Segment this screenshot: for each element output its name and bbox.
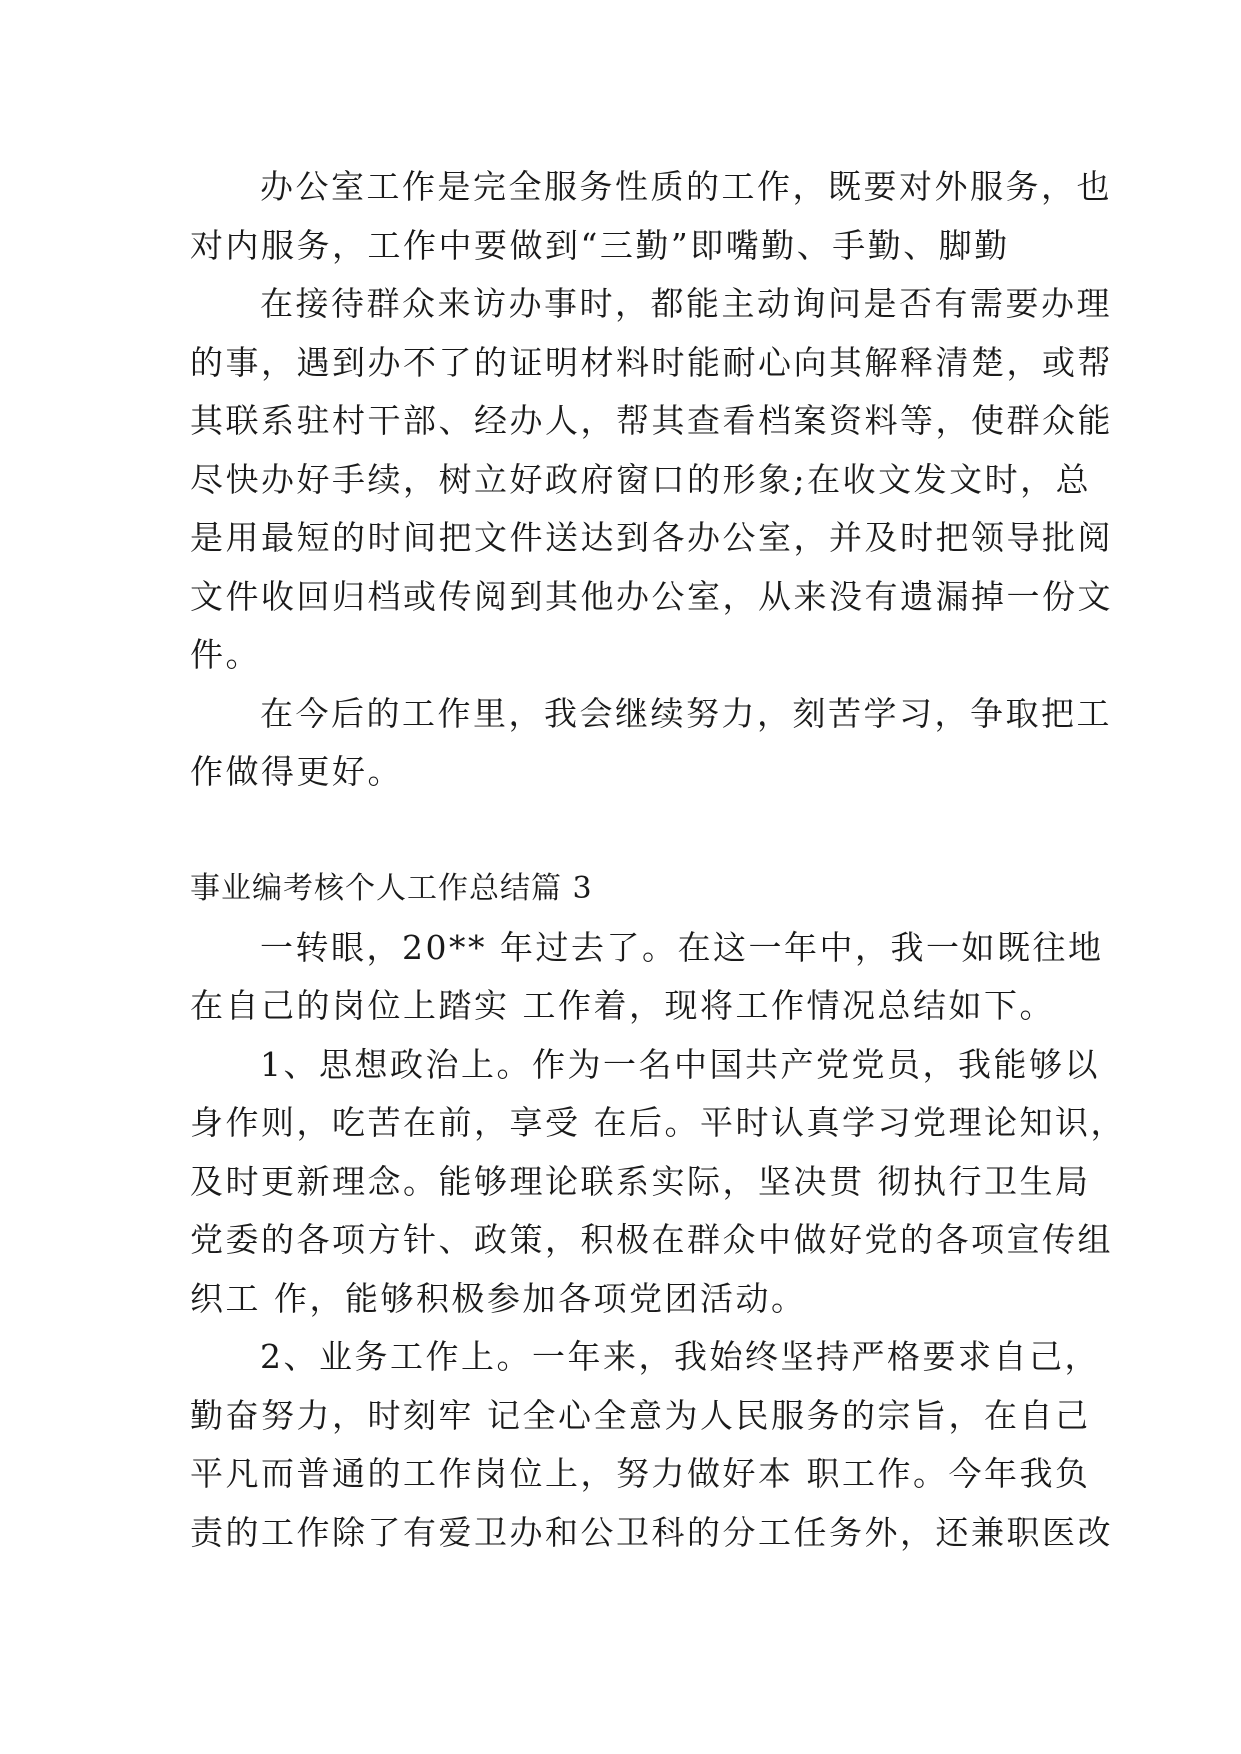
text-line: 及时更新理念。能够理论联系实际，坚决贯 彻执行卫生局 <box>190 1161 1091 1201</box>
text-line: 身作则，吃苦在前，享受 在后。平时认真学习党理论知识， <box>190 1103 1126 1142</box>
text-line: 2、业务工作上。一年来，我始终坚持严格要求自己， <box>260 1337 1100 1376</box>
text-line: 的事，遇到办不了的证明材料时能耐心向其解释清楚，或帮 <box>190 342 1113 382</box>
paragraph-business-work <box>190 1328 1113 1562</box>
paragraph-intro <box>190 919 1104 1036</box>
text-line: 平凡而普通的工作岗位上，努力做好本 职工作。今年我负 <box>190 1454 1091 1493</box>
text-line: 责的工作除了有爱卫办和公卫科的分工任务外，还兼职医改 <box>190 1512 1113 1552</box>
paragraph-reception <box>190 275 1113 685</box>
text-line: 作做得更好。 <box>190 752 403 791</box>
text-line: 件。 <box>190 635 261 674</box>
paragraph-office-service <box>190 158 1112 275</box>
document-page <box>190 158 1126 1562</box>
text-line: 办公室工作是完全服务性质的工作，既要对外服务，也 <box>260 167 1112 206</box>
text-line: 在今后的工作里，我会继续努力，刻苦学习，争取把工 <box>260 693 1112 733</box>
text-line: 勤奋努力，时刻牢 记全心全意为人民服务的宗旨，在自己 <box>190 1395 1091 1435</box>
paragraph-political-thought <box>190 1036 1126 1329</box>
text-line: 在自己的岗位上踏实 工作着，现将工作情况总结如下。 <box>190 986 1055 1025</box>
section-heading: 事业编考核个人工作总结篇 3 <box>190 871 593 906</box>
text-line: 在接待群众来访办事时，都能主动询问是否有需要办理 <box>260 284 1112 323</box>
text-line: 尽快办好手续，树立好政府窗口的形象;在收文发文时，总 <box>190 459 1092 499</box>
text-line: 党委的各项方针、政策，积极在群众中做好党的各项宣传组 <box>190 1220 1113 1259</box>
text-line: 对内服务，工作中要做到“三勤”即嘴勤、手勤、脚勤 <box>190 225 1010 265</box>
text-line: 文件收回归档或传阅到其他办公室，从来没有遗漏掉一份文 <box>190 576 1113 616</box>
text-line: 其联系驻村干部、经办人，帮其查看档案资料等，使群众能 <box>190 401 1113 440</box>
text-line: 1、思想政治上。作为一名中国共产党党员，我能够以 <box>260 1044 1100 1084</box>
text-line: 是用最短的时间把文件送达到各办公室，并及时把领导批阅 <box>190 518 1113 557</box>
text-line: 织工 作，能够积极参加各项党团活动。 <box>190 1278 807 1318</box>
paragraph-future-work <box>190 685 1112 802</box>
text-line: 一转眼，20** 年过去了。在这一年中，我一如既往地 <box>260 927 1104 967</box>
section-spacer <box>190 802 1060 861</box>
